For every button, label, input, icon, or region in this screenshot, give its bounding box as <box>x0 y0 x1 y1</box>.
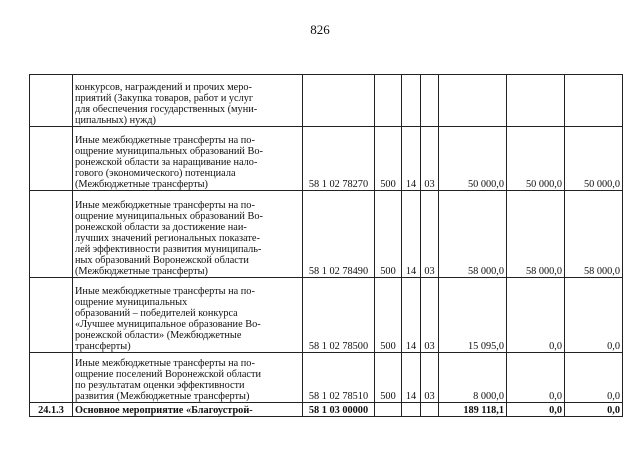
section-cell: 14 <box>402 191 421 278</box>
description-line: ных образований Воронежской области <box>75 255 249 266</box>
description-cell <box>73 127 303 191</box>
description-line: приятий (Закупка товаров, работ и услуг <box>75 93 254 104</box>
subsection-cell: 03 <box>421 353 439 403</box>
expense-type-cell <box>375 75 402 127</box>
kbk-code-cell: 58 1 02 78270 <box>303 127 375 191</box>
description-line: Иные межбюджетные трансферты на по- <box>75 286 255 297</box>
amount-year1-cell <box>439 75 507 127</box>
kbk-code-cell: 58 1 02 78490 <box>303 191 375 278</box>
budget-table <box>29 74 623 417</box>
expense-type-cell: 500 <box>375 127 402 191</box>
kbk-code-cell <box>303 75 375 127</box>
amount-year1-cell: 189 118,1 <box>439 403 507 417</box>
row-number-cell <box>30 127 73 191</box>
description-cell <box>73 403 303 417</box>
description-cell <box>73 353 303 403</box>
description-line: ронежской области за достижение наи- <box>75 222 247 233</box>
description-line: образований – победителей конкурса <box>75 308 238 319</box>
table-row <box>30 353 623 403</box>
description-line: развития (Межбюджетные трансферты) <box>75 391 250 402</box>
description-line: ощрение муниципальных образований Во- <box>75 146 263 157</box>
kbk-code-cell: 58 1 02 78500 <box>303 278 375 353</box>
description-cell <box>73 278 303 353</box>
description-line: Иные межбюджетные трансферты на по- <box>75 358 255 369</box>
description-line: (Межбюджетные трансферты) <box>75 266 208 277</box>
description-line: лучших значений региональных показате- <box>75 233 260 244</box>
amount-year2-cell: 0,0 <box>507 278 565 353</box>
table-row <box>30 403 623 417</box>
expense-type-cell: 500 <box>375 353 402 403</box>
section-cell <box>402 403 421 417</box>
amount-year2-cell: 50 000,0 <box>507 127 565 191</box>
subsection-cell: 03 <box>421 127 439 191</box>
amount-year3-cell: 0,0 <box>565 278 623 353</box>
expense-type-cell <box>375 403 402 417</box>
page-number: 826 <box>310 22 330 37</box>
description-line: лей эффективности развития муниципаль- <box>75 244 262 255</box>
amount-year2-cell: 0,0 <box>507 353 565 403</box>
subsection-cell <box>421 75 439 127</box>
description-line: ощрение муниципальных <box>75 297 188 308</box>
kbk-code-cell: 58 1 03 00000 <box>303 403 375 417</box>
kbk-code-cell: 58 1 02 78510 <box>303 353 375 403</box>
row-number-cell <box>30 278 73 353</box>
description-line: по результатам оценки эффективности <box>75 380 245 391</box>
expense-type-cell: 500 <box>375 278 402 353</box>
amount-year2-cell: 58 000,0 <box>507 191 565 278</box>
description-line: конкурсов, награждений и прочих меро- <box>75 82 252 93</box>
amount-year3-cell: 0,0 <box>565 403 623 417</box>
description-cell <box>73 75 303 127</box>
description-line: Основное мероприятие «Благоустрой- <box>75 405 253 416</box>
description-line: гового (экономического) потенциала <box>75 168 236 179</box>
description-line: ощрение поселений Воронежской области <box>75 369 261 380</box>
row-number-cell: 24.1.3 <box>30 403 73 417</box>
subsection-cell: 03 <box>421 191 439 278</box>
table-row <box>30 191 623 278</box>
table-row <box>30 127 623 191</box>
amount-year3-cell: 58 000,0 <box>565 191 623 278</box>
description-cell <box>73 191 303 278</box>
description-line: ципальных) нужд) <box>75 115 156 126</box>
table-row <box>30 278 623 353</box>
subsection-cell <box>421 403 439 417</box>
amount-year1-cell: 15 095,0 <box>439 278 507 353</box>
amount-year3-cell: 0,0 <box>565 353 623 403</box>
section-cell: 14 <box>402 127 421 191</box>
subsection-cell: 03 <box>421 278 439 353</box>
amount-year1-cell: 8 000,0 <box>439 353 507 403</box>
row-number-cell <box>30 191 73 278</box>
amount-year2-cell <box>507 75 565 127</box>
description-line: Иные межбюджетные трансферты на по- <box>75 135 255 146</box>
table-row <box>30 75 623 127</box>
description-line: для обеспечения государственных (муни- <box>75 104 258 115</box>
amount-year3-cell: 50 000,0 <box>565 127 623 191</box>
description-line: (Межбюджетные трансферты) <box>75 179 208 190</box>
row-number-cell <box>30 353 73 403</box>
section-cell: 14 <box>402 278 421 353</box>
section-cell <box>402 75 421 127</box>
amount-year2-cell: 0,0 <box>507 403 565 417</box>
amount-year3-cell <box>565 75 623 127</box>
description-line: ронежской области за наращивание нало- <box>75 157 258 168</box>
description-line: ощрение муниципальных образований Во- <box>75 211 263 222</box>
description-line: Иные межбюджетные трансферты на по- <box>75 200 255 211</box>
description-line: ронежской области» (Межбюджетные <box>75 330 242 341</box>
expense-type-cell: 500 <box>375 191 402 278</box>
description-line: «Лучшее муниципальное образование Во- <box>75 319 261 330</box>
amount-year1-cell: 58 000,0 <box>439 191 507 278</box>
description-line: трансферты) <box>75 341 131 352</box>
section-cell: 14 <box>402 353 421 403</box>
amount-year1-cell: 50 000,0 <box>439 127 507 191</box>
row-number-cell <box>30 75 73 127</box>
